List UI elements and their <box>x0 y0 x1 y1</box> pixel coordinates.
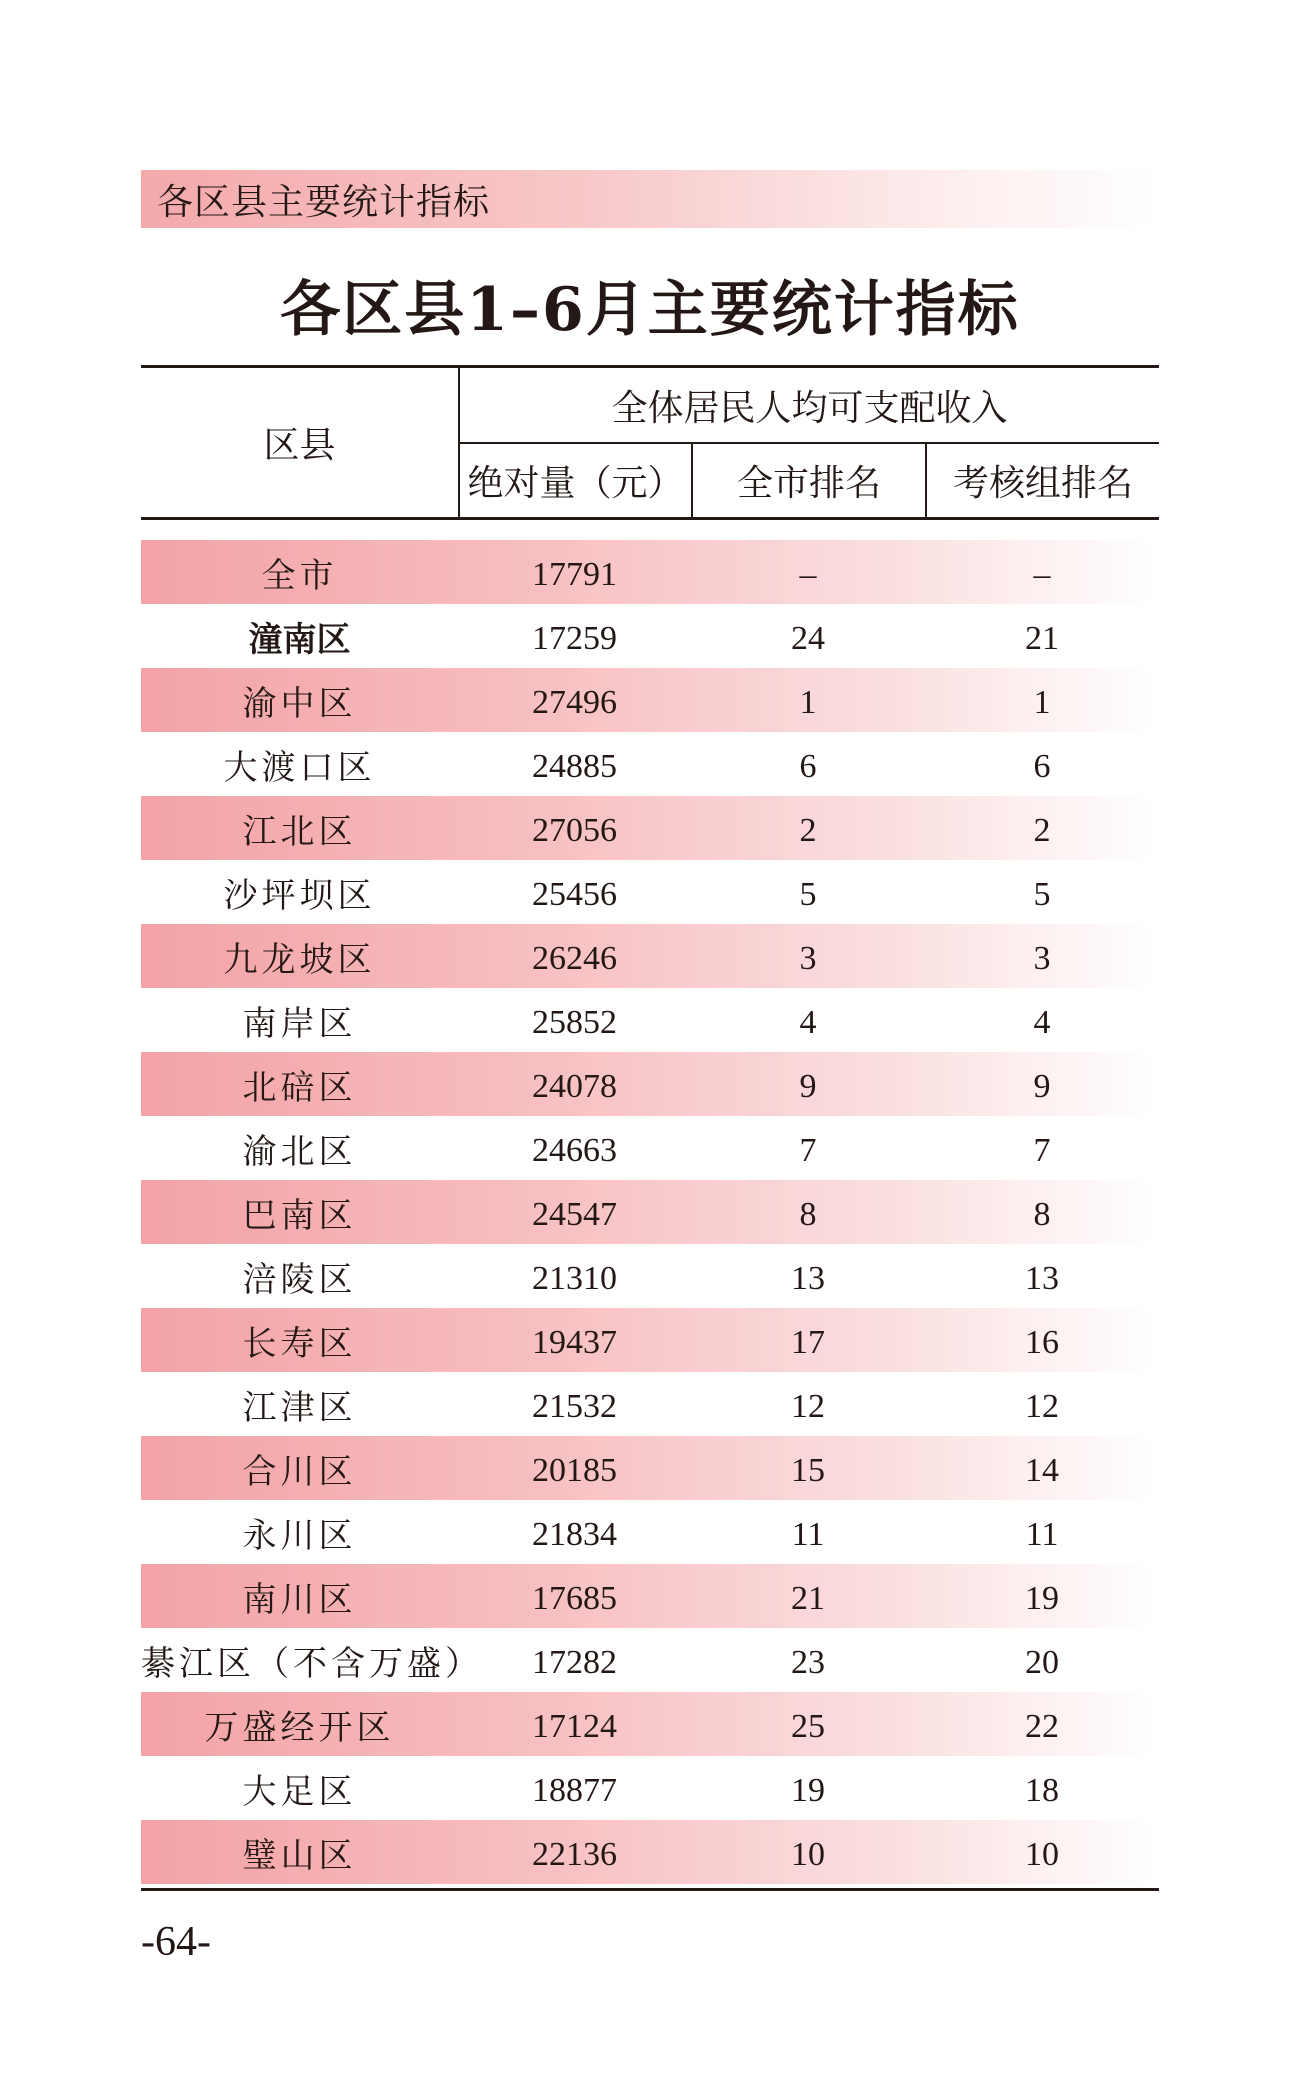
city-rank: 7 <box>799 1132 817 1169</box>
income-value: 17124 <box>532 1708 617 1745</box>
income-value: 20185 <box>532 1452 617 1489</box>
district-name: 渝北区 <box>242 1131 357 1172</box>
group-rank: 20 <box>1025 1644 1059 1681</box>
group-rank: 5 <box>1033 876 1051 913</box>
group-rank: 2 <box>1033 812 1051 849</box>
district-name: 南川区 <box>242 1579 357 1620</box>
table-row <box>141 1756 1159 1820</box>
section-label: 各区县主要统计指标 <box>157 181 491 223</box>
table-header <box>141 365 1159 520</box>
income-value: 17282 <box>532 1644 617 1681</box>
header-absolute: 绝对量（元） <box>467 463 684 504</box>
district-name: 江北区 <box>242 811 357 852</box>
district-name: 南岸区 <box>242 1003 357 1044</box>
group-rank: 19 <box>1025 1580 1059 1617</box>
table-row <box>141 796 1159 860</box>
city-rank: 2 <box>799 812 817 849</box>
income-value: 21310 <box>532 1260 617 1297</box>
header-income-group: 全体居民人均可支配收入 <box>611 387 1008 429</box>
district-name: 大足区 <box>242 1771 357 1812</box>
table-row <box>141 732 1159 796</box>
income-value: 27496 <box>532 684 617 721</box>
district-name: 九龙坡区 <box>223 939 376 980</box>
table-bottom-rule <box>141 1888 1159 1891</box>
income-value: 17259 <box>532 620 617 657</box>
header-group-rank: 考核组排名 <box>952 463 1133 504</box>
income-value: 24078 <box>532 1068 617 1105</box>
table-row <box>141 988 1159 1052</box>
district-name: 巴南区 <box>242 1195 357 1236</box>
group-rank: 3 <box>1033 940 1051 977</box>
city-rank: 24 <box>791 620 825 657</box>
group-rank: 7 <box>1033 1132 1051 1169</box>
income-value: 18877 <box>532 1772 617 1809</box>
city-rank: 8 <box>799 1196 817 1233</box>
income-value: 25852 <box>532 1004 617 1041</box>
group-rank: 12 <box>1025 1388 1059 1425</box>
district-name: 渝中区 <box>242 683 357 724</box>
district-name: 璧山区 <box>242 1835 357 1876</box>
district-name: 长寿区 <box>242 1323 357 1364</box>
income-value: 21532 <box>532 1388 617 1425</box>
group-rank: 13 <box>1025 1260 1059 1297</box>
table-row <box>141 1180 1159 1244</box>
table-row <box>141 860 1159 924</box>
district-name: 全市 <box>261 555 338 596</box>
table-row <box>141 668 1159 732</box>
income-value: 17685 <box>532 1580 617 1617</box>
table-row <box>141 1564 1159 1628</box>
group-rank: 21 <box>1025 620 1059 657</box>
district-name: 永川区 <box>242 1515 357 1556</box>
city-rank: 12 <box>791 1388 825 1425</box>
income-value: 21834 <box>532 1516 617 1553</box>
income-value: 19437 <box>532 1324 617 1361</box>
page-title: 各区县1–6月主要统计指标 <box>280 275 1020 345</box>
city-rank: 6 <box>799 748 817 785</box>
table-row <box>141 1692 1159 1756</box>
group-rank: 22 <box>1025 1708 1059 1745</box>
city-rank: 21 <box>791 1580 825 1617</box>
table-row <box>141 1820 1159 1884</box>
income-value: 24547 <box>532 1196 617 1233</box>
group-rank: 4 <box>1033 1004 1051 1041</box>
income-value: 24663 <box>532 1132 617 1169</box>
group-rank: 1 <box>1033 684 1051 721</box>
group-rank: 18 <box>1025 1772 1059 1809</box>
table-row <box>141 1052 1159 1116</box>
table-row <box>141 1628 1159 1692</box>
table-row <box>141 1308 1159 1372</box>
district-name: 涪陵区 <box>242 1259 357 1300</box>
group-rank: 14 <box>1025 1452 1059 1489</box>
header-district: 区县 <box>263 425 336 466</box>
district-name: 沙坪坝区 <box>223 875 376 916</box>
table-row <box>141 924 1159 988</box>
page-number: -64- <box>141 1919 211 1965</box>
table-row <box>141 1116 1159 1180</box>
group-rank: 6 <box>1033 748 1051 785</box>
district-name: 万盛经开区 <box>204 1707 395 1748</box>
group-rank: 10 <box>1025 1836 1059 1873</box>
table-body <box>141 540 1159 1884</box>
group-rank: – <box>1033 556 1051 593</box>
city-rank: 13 <box>791 1260 825 1297</box>
district-name: 大渡口区 <box>223 747 376 788</box>
income-value: 22136 <box>532 1836 617 1873</box>
city-rank: 23 <box>791 1644 825 1681</box>
group-rank: 11 <box>1025 1516 1059 1553</box>
income-value: 17791 <box>532 556 617 593</box>
city-rank: 17 <box>791 1324 825 1361</box>
city-rank: 25 <box>791 1708 825 1745</box>
city-rank: 4 <box>799 1004 817 1041</box>
district-name: 北碚区 <box>242 1067 357 1108</box>
income-value: 26246 <box>532 940 617 977</box>
section-banner <box>141 170 1159 228</box>
city-rank: 19 <box>791 1772 825 1809</box>
city-rank: 1 <box>799 684 817 721</box>
district-name: 綦江区（不含万盛） <box>141 1643 483 1684</box>
table-row <box>141 604 1159 668</box>
city-rank: 10 <box>791 1836 825 1873</box>
city-rank: 11 <box>791 1516 825 1553</box>
district-name: 合川区 <box>242 1451 357 1492</box>
city-rank: 3 <box>799 940 817 977</box>
income-value: 27056 <box>532 812 617 849</box>
table-row <box>141 1244 1159 1308</box>
city-rank: 5 <box>799 876 817 913</box>
city-rank: – <box>799 556 817 593</box>
table-row <box>141 1500 1159 1564</box>
income-value: 24885 <box>532 748 617 785</box>
district-name: 潼南区 <box>248 619 351 660</box>
header-city-rank: 全市排名 <box>736 463 881 504</box>
table-row <box>141 1436 1159 1500</box>
table-row <box>141 540 1159 604</box>
table-row <box>141 1372 1159 1436</box>
city-rank: 15 <box>791 1452 825 1489</box>
group-rank: 9 <box>1033 1068 1051 1105</box>
group-rank: 8 <box>1033 1196 1051 1233</box>
group-rank: 16 <box>1025 1324 1059 1361</box>
city-rank: 9 <box>799 1068 817 1105</box>
income-value: 25456 <box>532 876 617 913</box>
district-name: 江津区 <box>242 1387 357 1428</box>
